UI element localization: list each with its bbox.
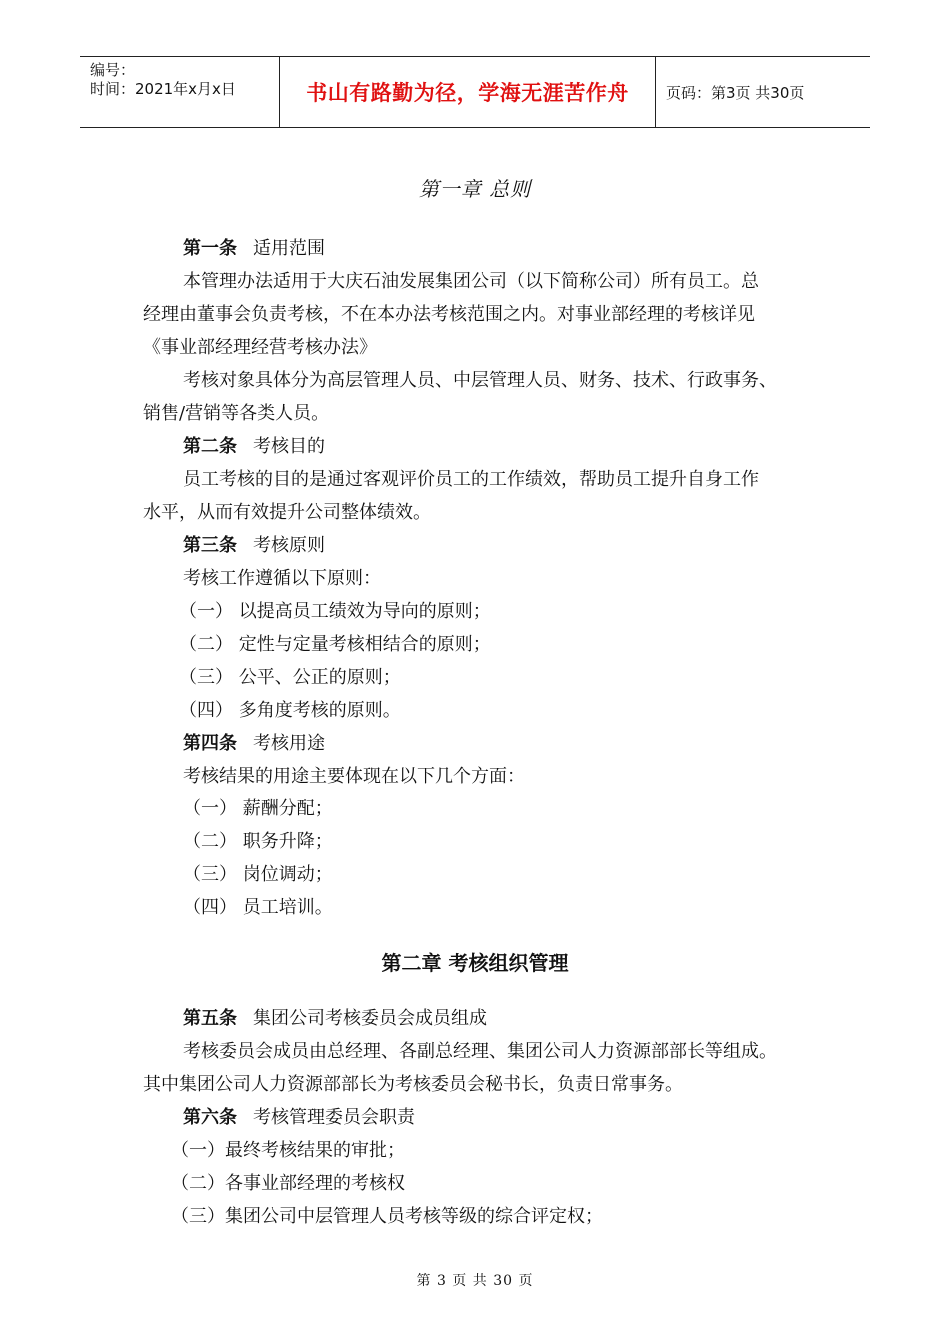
- article3-heading: [183, 534, 325, 558]
- article-title: 考核目的: [253, 436, 325, 457]
- list-item: （四） 多角度考核的原则。: [179, 700, 401, 721]
- time-label: 时间：2021年x月x日: [90, 80, 236, 98]
- paragraph-line: 水平，从而有效提升公司整体绩效。: [143, 502, 431, 523]
- article1-heading: [183, 237, 325, 261]
- article-title: 集团公司考核委员会成员组成: [253, 1008, 487, 1029]
- article-number: 第六条: [183, 1107, 237, 1128]
- list-item: （四） 员工培训。: [183, 897, 333, 918]
- header-motto: 书山有路勤为径，学海无涯苦作舟: [280, 57, 656, 127]
- paragraph-line: 经理由董事会负责考核，不在本办法考核范围之内。对事业部经理的考核详见: [143, 304, 755, 325]
- paragraph-line: 销售/营销等各类人员。: [143, 403, 330, 424]
- number-label: 编号：: [90, 61, 136, 79]
- article2-heading: [183, 435, 325, 459]
- paragraph-line: 考核委员会成员由总经理、各副总经理、集团公司人力资源部部长等组成。: [183, 1041, 777, 1062]
- list-item: （三）集团公司中层管理人员考核等级的综合评定权；: [171, 1206, 603, 1227]
- chapter1-title: 第一章 总则: [418, 177, 532, 201]
- list-item: （一）最终考核结果的审批；: [171, 1140, 405, 1161]
- list-item: （三） 公平、公正的原则；: [179, 667, 401, 688]
- header-meta: [80, 57, 280, 127]
- paragraph-line: 其中集团公司人力资源部部长为考核委员会秘书长，负责日常事务。: [143, 1074, 683, 1095]
- paragraph-line: 员工考核的目的是通过客观评价员工的工作绩效，帮助员工提升自身工作: [183, 469, 759, 490]
- article6-heading: [183, 1106, 415, 1130]
- list-item: （三） 岗位调动；: [183, 864, 333, 885]
- article-number: 第三条: [183, 535, 237, 556]
- article-title: 适用范围: [253, 238, 325, 259]
- page-footer: 第 3 页 共 30 页: [416, 1273, 534, 1289]
- article-title: 考核原则: [253, 535, 325, 556]
- article-number: 第二条: [183, 436, 237, 457]
- paragraph-line: 考核对象具体分为高层管理人员、中层管理人员、财务、技术、行政事务、: [183, 370, 777, 391]
- list-item: （一） 薪酬分配；: [183, 798, 333, 819]
- paragraph-line: 考核工作遵循以下原则：: [183, 568, 381, 589]
- page-header: [80, 56, 870, 128]
- article-number: 第一条: [183, 238, 237, 259]
- paragraph-line: 《事业部经理经营考核办法》: [143, 337, 377, 358]
- chapter2-title: 第二章 考核组织管理: [381, 951, 569, 975]
- article-number: 第四条: [183, 733, 237, 754]
- article-title: 考核用途: [253, 733, 325, 754]
- list-item: （一） 以提高员工绩效为导向的原则；: [179, 601, 491, 622]
- list-item: （二） 定性与定量考核相结合的原则；: [179, 634, 491, 655]
- article4-heading: [183, 732, 325, 756]
- paragraph-line: 考核结果的用途主要体现在以下几个方面：: [183, 766, 525, 787]
- list-item: （二） 职务升降；: [183, 831, 333, 852]
- list-item: （二）各事业部经理的考核权: [171, 1173, 405, 1194]
- paragraph-line: 本管理办法适用于大庆石油发展集团公司（以下简称公司）所有员工。总: [183, 271, 759, 292]
- article-number: 第五条: [183, 1008, 237, 1029]
- header-page-info: 页码：第3页 共30页: [666, 83, 805, 102]
- article5-heading: [183, 1007, 487, 1031]
- article-title: 考核管理委员会职责: [253, 1107, 415, 1128]
